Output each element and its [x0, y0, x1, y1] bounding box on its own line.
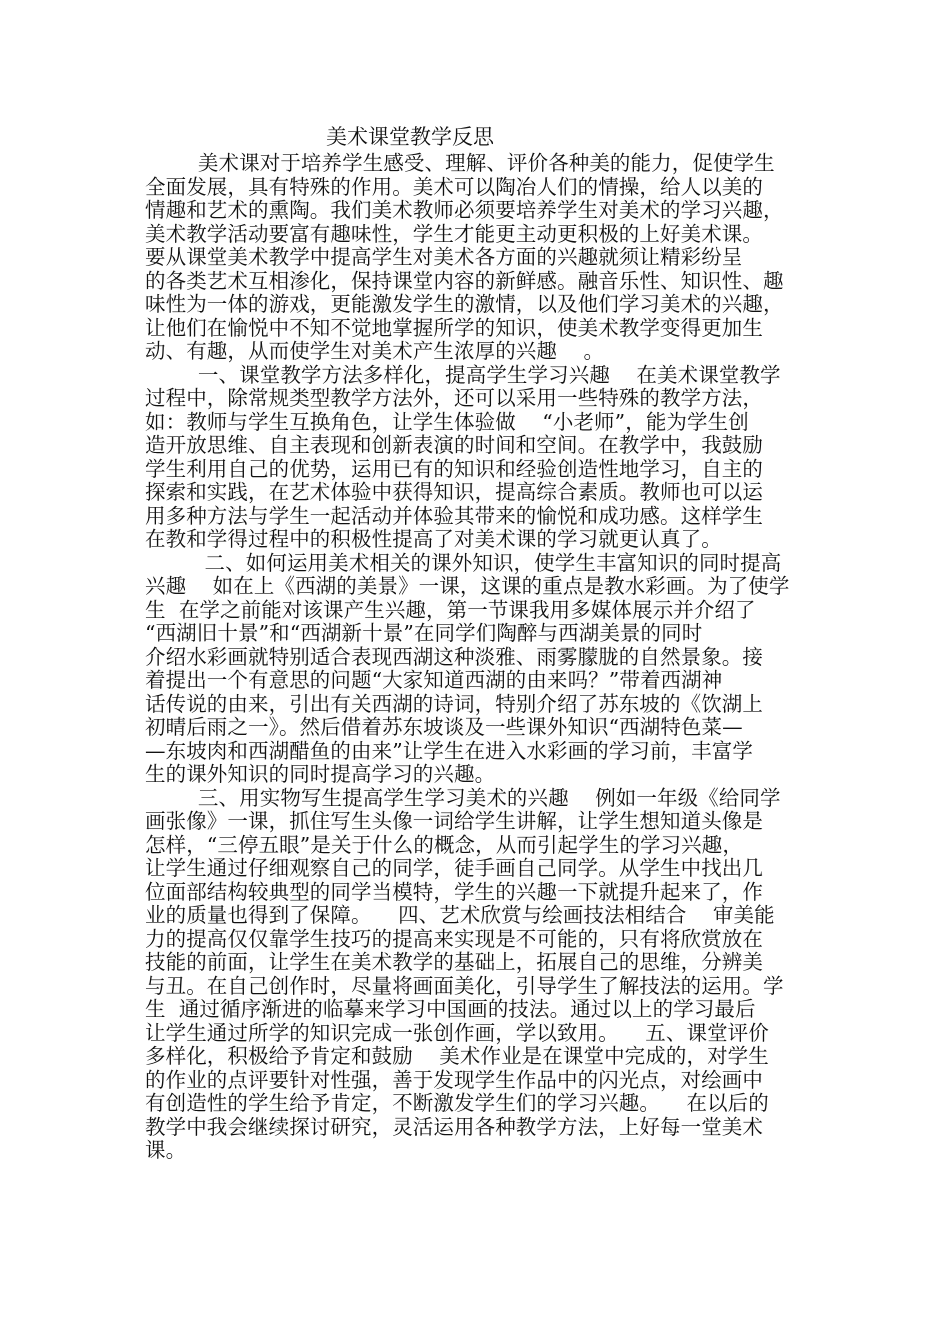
body-line: 生 在学之前能对该课产生兴趣，第一节课我用多媒体展示并介绍了 — [145, 597, 756, 622]
body-line: 有创造性的学生给予肯定，不断激发学生们的学习兴趣。 在以后的 — [145, 1091, 769, 1115]
body-line: 位面部结构较典型的同学当模特，学生的兴趣一下就提升起来了，作 — [145, 879, 763, 904]
body-line: 动、有趣，从而使学生对美术产生浓厚的兴趣 。 — [145, 339, 605, 363]
body-line: 让学生通过所学的知识完成一张创作画，学以致用。 五、课堂评价 — [145, 1020, 769, 1045]
body-line: 情趣和艺术的熏陶。我们美术教师必须要培养学生对美术的学习兴趣， — [145, 198, 784, 222]
body-line: 要从课堂美术教学中提高学生对美术各方面的兴趣就须让精彩纷呈 — [145, 245, 743, 269]
body-line: 用多种方法与学生一起活动并体验其带来的愉悦和成功感。这样学生 — [145, 503, 763, 528]
document-body — [145, 152, 815, 1163]
body-line: 画张像》一课，抓住写生头像一词给学生讲解，让学生想知道头像是 — [145, 809, 763, 833]
body-line: 探索和实践，在艺术体验中获得知识，提高综合素质。教师也可以运 — [145, 480, 763, 504]
document-title: 美术课堂教学反思 — [326, 125, 494, 149]
body-line: 教学中我会继续探讨研究，灵活运用各种教学方法，上好每一堂美术 — [145, 1114, 763, 1139]
body-line: 的各类艺术互相渗化，保持课堂内容的新鲜感。融音乐性、知识性、趣 — [145, 268, 784, 293]
body-line: 美术课对于培养学生感受、理解、评价各种美的能力，促使学生 — [145, 151, 775, 175]
body-line: 技能的前面，让学生在美术教学的基础上，拓展自己的思维，分辨美 — [145, 950, 763, 974]
body-line: 全面发展，具有特殊的作用。美术可以陶冶人们的情操，给人以美的 — [145, 174, 763, 199]
body-line: 力的提高仅仅靠学生技巧的提高来实现是不可能的，只有将欣赏放在 — [145, 926, 763, 951]
body-line: 话传说的由来，引出有关西湖的诗词，特别介绍了苏东坡的《饮湖上 — [145, 691, 763, 716]
body-line: 课。 — [145, 1138, 187, 1162]
body-line: 多样化，积极给予肯定和鼓励 美术作业是在课堂中完成的，对学生 — [145, 1044, 769, 1068]
body-line: 三、用实物写生提高学生学习美术的兴趣 例如一年级《给同学 — [145, 785, 781, 810]
body-line: “西湖旧十景”和“西湖新十景”在同学们陶醉与西湖美景的同时 — [145, 621, 703, 645]
body-line: 味性为一体的游戏，更能激发学生的激情，以及他们学习美术的兴趣， — [145, 292, 784, 316]
body-line: 业的质量也得到了保障。 四、艺术欣赏与绘画技法相结合 审美能 — [145, 903, 775, 927]
body-line: 生的课外知识的同时提高学习的兴趣。 — [145, 762, 496, 786]
body-line: 美术教学活动要富有趣味性，学生才能更主动更积极的上好美术课。 — [145, 221, 763, 246]
body-line: 在教和学得过程中的积极性提高了对美术课的学习就更认真了。 — [145, 527, 722, 551]
body-line: 与丑。在自己创作时，尽量将画面美化，引导学生了解技法的运用。学 — [145, 973, 784, 998]
body-line: 兴趣 如在上《西湖的美景》一课，这课的重点是教水彩画。为了使学 — [145, 574, 790, 598]
body-line: 着提出一个有意思的问题“大家知道西湖的由来吗？”带着西湖神 — [145, 668, 723, 692]
body-line: 二、如何运用美术相关的课外知识，使学生丰富知识的同时提高 — [145, 550, 782, 575]
body-line: 的作业的点评要针对性强，善于发现学生作品中的闪光点，对绘画中 — [145, 1067, 763, 1092]
body-line: 学生利用自己的优势，运用已有的知识和经验创造性地学习，自主的 — [145, 456, 763, 481]
body-line: 初晴后雨之一》。然后借着苏东坡谈及一些课外知识“西湖特色菜— — [145, 715, 743, 739]
body-line: 过程中，除常规类型教学方法外，还可以采用一些特殊的教学方法， — [145, 386, 763, 410]
body-line: 造开放思维、自主表现和创新表演的时间和空间。在教学中，我鼓励 — [145, 433, 763, 457]
body-line: 生 通过循序渐进的临摹来学习中国画的技法。通过以上的学习最后 — [145, 997, 756, 1021]
body-line: 让他们在愉悦中不知不觉地掌握所学的知识，使美术教学变得更加生 — [145, 315, 763, 340]
body-line: 让学生通过仔细观察自己的同学，徒手画自己同学。从学生中找出几 — [145, 856, 763, 880]
body-line: 如：教师与学生互换角色，让学生体验做 “小老师”，能为学生创 — [145, 409, 749, 434]
body-line: 介绍水彩画就特别适合表现西湖这种淡雅、雨雾朦胧的自然景象。接 — [145, 644, 763, 669]
body-line: 一、课堂教学方法多样化，提高学生学习兴趣 在美术课堂教学 — [145, 362, 781, 387]
body-line: 怎样，“三停五眼”是关于什么的概念，从而引起学生的学习兴趣， — [145, 832, 743, 857]
body-line: —东坡肉和西湖醋鱼的由来”让学生在进入水彩画的学习前，丰富学 — [145, 738, 753, 763]
